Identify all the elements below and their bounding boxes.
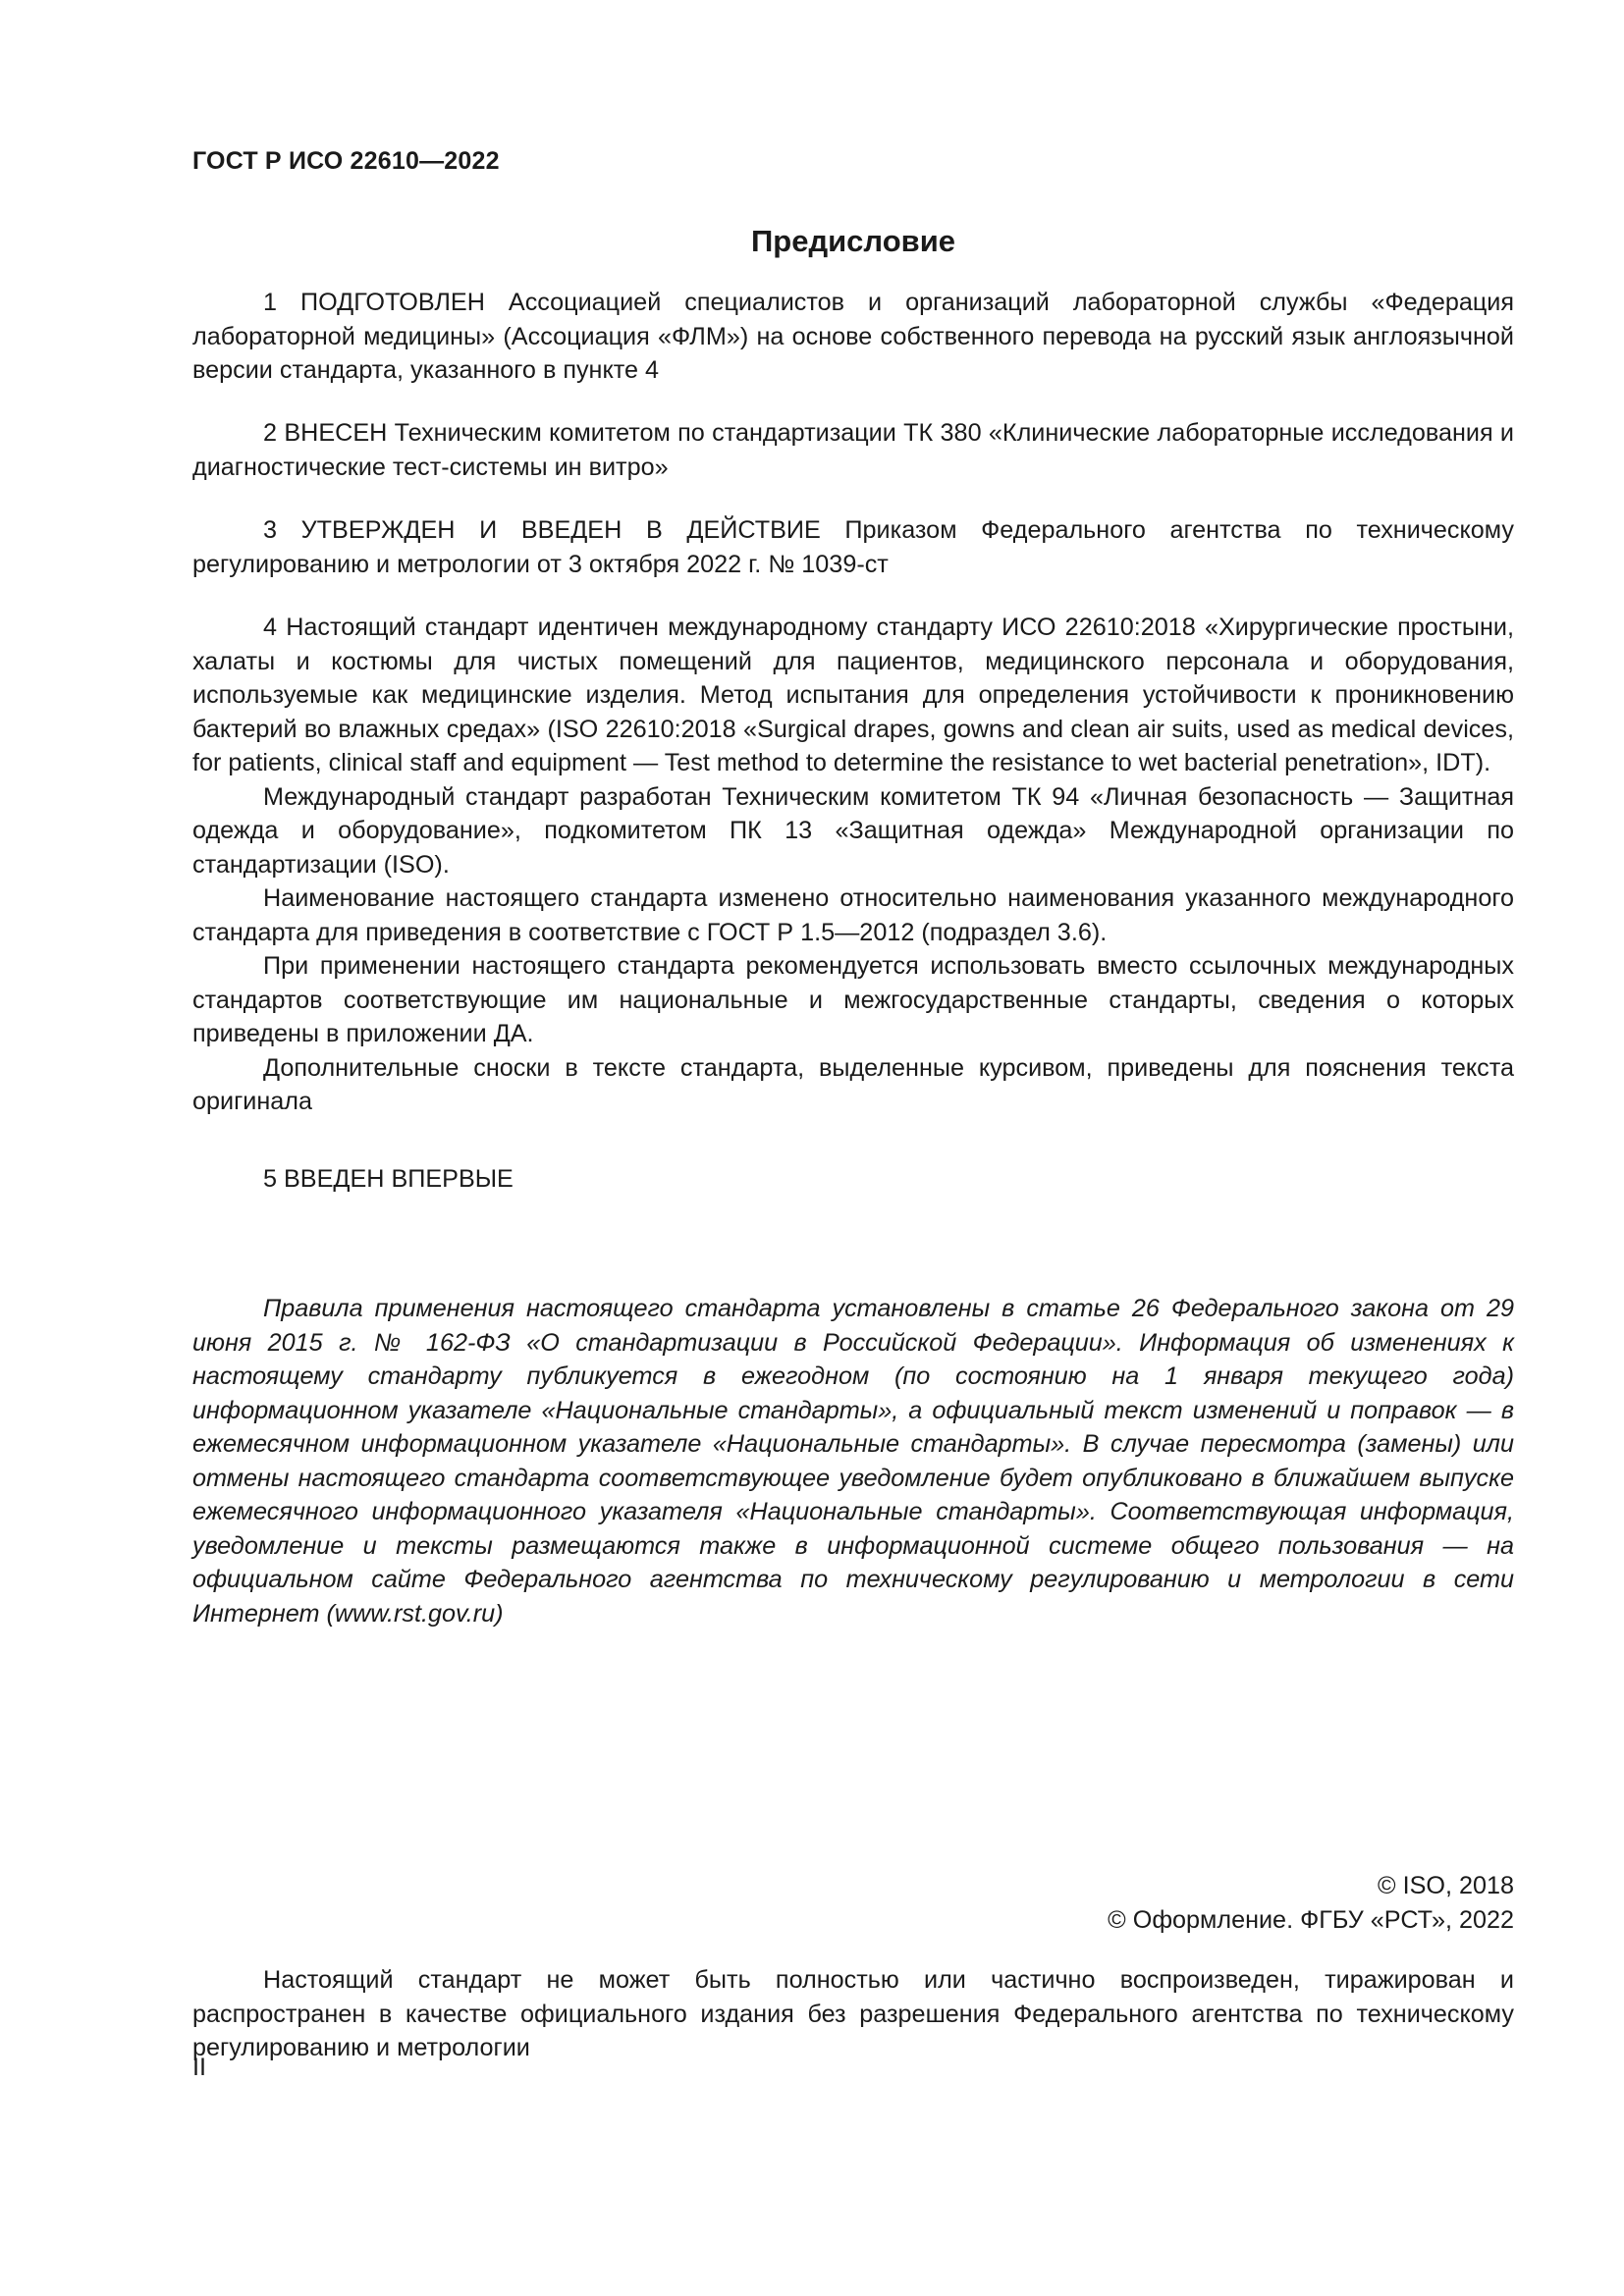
document-code: ГОСТ Р ИСО 22610—2022 [192,147,500,175]
paragraph-first-introduced: 5 ВВЕДЕН ВПЕРВЫЕ [263,1165,514,1193]
foreword-section-4 [192,611,1514,1119]
page-title: Предисловие [750,224,955,258]
foreword-section-5 [192,1162,1514,1197]
paragraph-introduced-by: 2 ВНЕСЕН Техническим комитетом по стандартизации ТК 380 «Клинические лабораторные исследования и диагностические тест-системы ин витро» [192,419,1514,481]
copyright-iso: © ISO, 2018 [1378,1872,1514,1899]
paragraph-references: При применении настоящего стандарта рекомендуется использовать вместо ссылочных международных стандартов соответствующие им национальные и межгосударственные стандарты, сведения о которых приведены в приложении ДА. [192,952,1514,1047]
foreword-section-3 [192,513,1514,581]
copyright-block [192,1869,1514,1937]
reproduction-notice: Настоящий стандарт не может быть полностью или частично воспроизведен, тиражирован и распространен в качестве официального издания без разрешения Федерального агентства по техническому регулированию и метрологии [192,1966,1514,2061]
paragraph-identical-standard: 4 Настоящий стандарт идентичен международному стандарту ИСО 22610:2018 «Хирургические простыни, халаты и костюмы для чистых помещений для пациентов, медицинского персонала и оборудования, используемые как медицинские изделия. Метод испытания для определения устойчивости к проникновению бактерий во влажных средах» (ISO 22610:2018 «Surgical drapes, gowns and clean air suits, used as medical devices, for patients, clinical staff and equipment — Test method to determine the resistance to wet bacterial penetration», IDT). [192,614,1514,776]
paragraph-approved: 3 УТВЕРЖДЕН И ВВЕДЕН В ДЕЙСТВИЕ Приказом Федерального агентства по техническому регулированию и метрологии от 3 октября 2022 г. № 1039-ст [192,516,1514,578]
paragraph-developed-by: Международный стандарт разработан Техническим комитетом ТК 94 «Личная безопасность — Защитная одежда и оборудование», подкомитетом ПК 13 «Защитная одежда» Международной организации по стандартизации (ISO). [192,782,1514,879]
legal-notice: Правила применения настоящего стандарта установлены в статье 26 Федерального закона от 29 июня 2015 г. № 162-ФЗ «О стандартизации в Российской Федерации». Информация об изменениях к настоящему стандарту публикуется в ежегодном (по состоянию на 1 января текущего года) информационном указателе «Национальные стандарты», а официальный текст изменений и поправок — в ежемесячном информационном указателе «Национальные стандарты». В случае пересмотра (замены) или отмены настоящего стандарта соответствующее уведомление будет опубликовано в ближайшем выпуске ежемесячного информационного указателя «Национальные стандарты». Соответствующая информация, уведомление и тексты размещаются также в информационной системе общего пользования — на официальном сайте Федерального агентства по техническому регулированию и метрологии в сети Интернет (www.rst.gov.ru) [192,1295,1514,1628]
paragraph-name-changed: Наименование настоящего стандарта изменено относительно наименования указанного международного стандарта для приведения в соответствие с ГОСТ Р 1.5—2012 (подраздел 3.6). [192,884,1514,946]
paragraph-prepared-by: 1 ПОДГОТОВЛЕН Ассоциацией специалистов и организаций лабораторной службы «Федерация лабораторной медицины» (Ассоциация «ФЛМ») на основе собственного перевода на русский язык англоязычной версии стандарта, указанного в пункте 4 [192,289,1514,384]
copyright-design: © Оформление. ФГБУ «РСТ», 2022 [1108,1905,1514,1934]
paragraph-footnotes: Дополнительные сноски в тексте стандарта, выделенные курсивом, приведены для пояснения текста оригинала [192,1053,1514,1115]
page-number: II [192,2054,206,2081]
foreword-section-1 [192,286,1514,388]
foreword-section-2 [192,416,1514,484]
